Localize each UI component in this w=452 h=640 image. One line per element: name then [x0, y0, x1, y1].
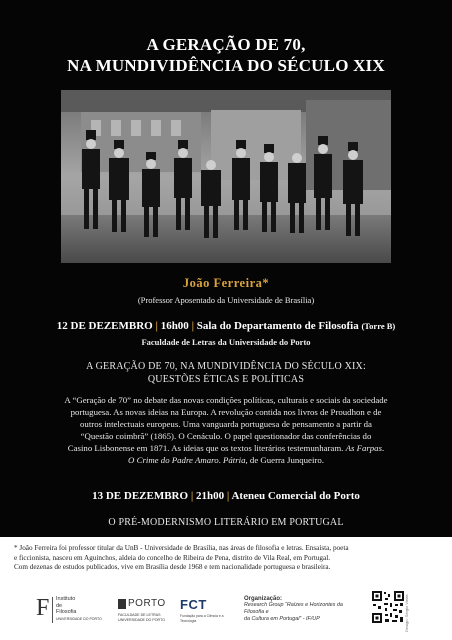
session2-title: O PRÉ-MODERNISMO LITERÁRIO EM PORTUGAL	[108, 517, 344, 528]
description-text: , de Guerra Junqueiro.	[245, 455, 324, 465]
uporto-subtitle	[118, 613, 165, 623]
fct-logo	[180, 597, 234, 627]
session2-date: 13 DE DEZEMBRO	[92, 490, 189, 502]
org-label: Organização:	[244, 596, 283, 602]
design-credit: Design: Sérgio Vieira	[404, 594, 409, 632]
session1-room-suffix: (Torre B)	[361, 321, 396, 331]
logo-text: UNIVERSIDADE DO PORTO	[118, 618, 165, 622]
separator: |	[155, 320, 158, 332]
footnote-line: * João Ferreira foi professor titular da UnB - Universidade de Brasília, nas áreas de filosofia e letras. Ensaísta, poeta	[14, 544, 349, 552]
logo-divider	[52, 597, 53, 623]
instituto-filosofia-logo	[36, 595, 106, 629]
session2-dateline	[0, 490, 452, 502]
poster-title-line2: NA MUNDIVIDÊNCIA DO SÉCULO XIX	[67, 56, 385, 75]
description-line: “Questão coimbrã” (1865). O Cenáculo. O papel questionador das conferências do	[80, 431, 372, 441]
poster-title-line1: A GERAÇÃO DE 70,	[146, 35, 306, 54]
logo-text: FACULDADE DE LETRAS	[118, 613, 161, 617]
session1-description	[36, 394, 416, 466]
session1-dateline	[0, 320, 452, 332]
session1-title	[0, 360, 452, 386]
logo-text: Instituto	[56, 596, 76, 602]
speaker-footnote	[14, 544, 442, 573]
session1-title-line1: A GERAÇÃO DE 70, NA MUNDIVIDÊNCIA DO SÉCULO XIX:	[86, 361, 366, 372]
qr-code-icon[interactable]	[371, 590, 405, 624]
footnote-line: Com dezenas de estudos publicados, vive em Brasília desde 1968 e tem nacionalidade portuguesa e brasileira.	[14, 563, 331, 572]
fct-subtitle: Fundação para a Ciência e a Tecnologia	[180, 614, 224, 623]
session1-venue: Faculdade de Letras da Universidade do Porto	[141, 337, 311, 347]
description-line: portuguesa. As novas ideias na Europa. A revolução contida nos livros de Proudhon e de	[70, 407, 382, 417]
org-text: Research Group “Raízes e Horizontes da Filosofia e	[244, 602, 343, 615]
work-title: Pátria	[223, 455, 246, 465]
fct-name: FCT	[180, 597, 207, 612]
org-text: da Cultura em Portugal” - IF/UP	[244, 616, 320, 622]
description-text: .	[218, 455, 224, 465]
speaker-name: João Ferreira*	[182, 276, 270, 290]
description-text: Casino Lisbonense em 1871. As ideias que os textos literários testemunharam.	[67, 443, 346, 453]
session1-room: Sala do Departamento de Filosofia	[196, 320, 359, 332]
work-title: O Crime do Padre Amaro	[128, 455, 219, 465]
separator: |	[226, 490, 230, 502]
logo-text: de	[56, 602, 63, 609]
session1-time: 16h00	[160, 320, 189, 332]
work-title: As Farpas	[345, 443, 382, 453]
uporto-logo	[118, 598, 174, 628]
session1-date: 12 DE DEZEMBRO	[56, 320, 153, 332]
logo-text: UNIVERSIDADE DO PORTO	[56, 616, 102, 621]
speaker-affiliation: (Professor Aposentado da Universidade de Brasília)	[137, 295, 315, 305]
session1-title-line2: QUESTÕES ÉTICAS E POLÍTICAS	[147, 374, 305, 385]
description-text: .	[382, 443, 385, 453]
organization	[244, 596, 364, 623]
session2-time: 21h00	[196, 490, 225, 502]
description-line	[36, 454, 416, 466]
separator: |	[191, 320, 194, 332]
footnote-line: e ficcionista, nasceu em Aguinchos, aldeia do concelho de Ribeira de Pena, distrito de Vila Real, em Portugal.	[14, 553, 330, 562]
logo-text: Filosofia	[56, 609, 77, 615]
session2-venue: Ateneu Comercial do Porto	[231, 490, 360, 502]
description-line: A “Geração de 70” no debate das novas condições políticas, culturais e sociais da sociedade	[64, 395, 388, 405]
uporto-name: PORTO	[128, 598, 166, 609]
group-photograph	[61, 90, 391, 263]
description-line	[36, 442, 416, 454]
separator: |	[190, 490, 194, 502]
uporto-u-icon	[118, 599, 126, 609]
description-line: outros intelectuais europeus. Uma vanguarda portuguesa de pensamento a partir da	[80, 419, 372, 429]
if-monogram-icon: F	[36, 595, 50, 621]
if-logo-text	[56, 596, 102, 622]
